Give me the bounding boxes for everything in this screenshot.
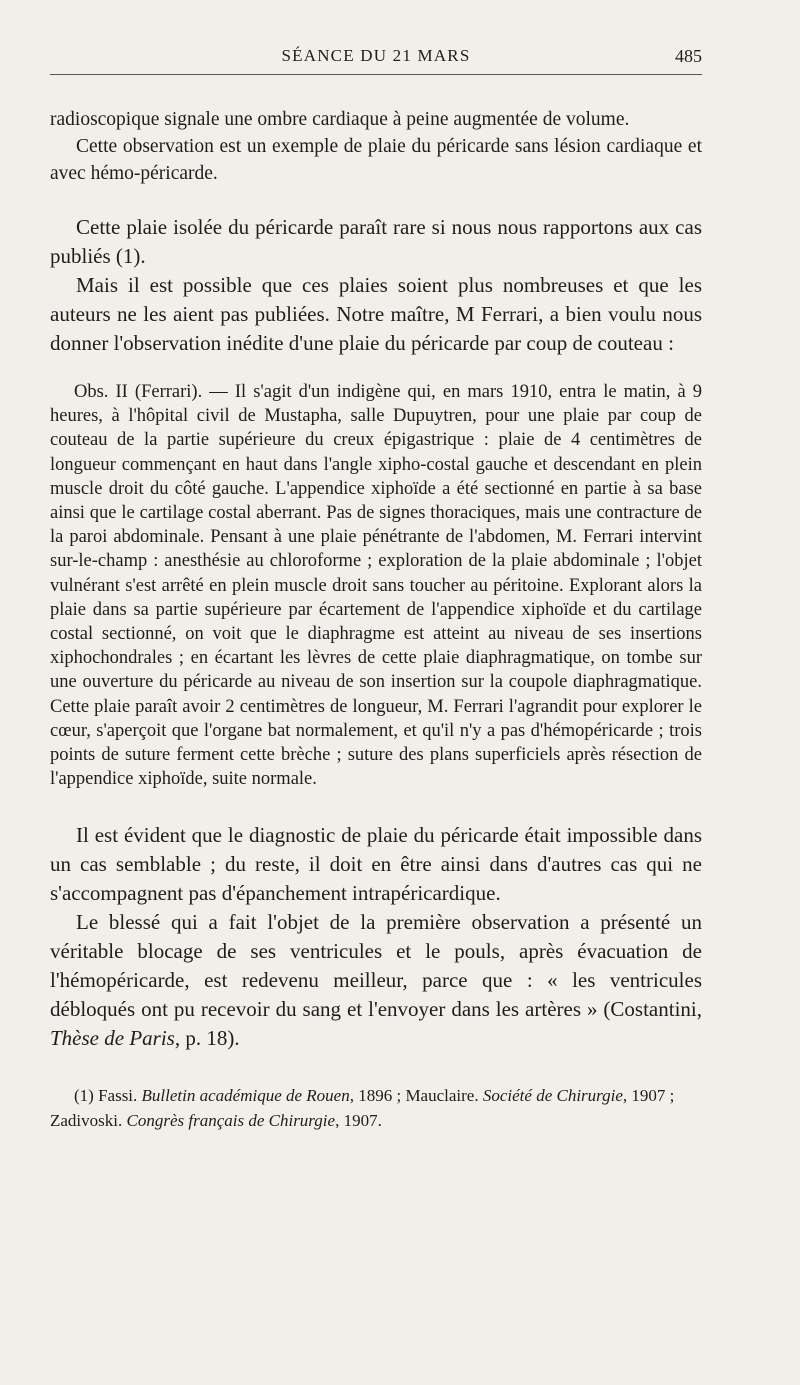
citation-title: Thèse de Paris bbox=[50, 1026, 175, 1051]
footnote-journal: Congrès français de Chirurgie bbox=[126, 1111, 336, 1131]
spacer bbox=[50, 791, 702, 821]
paragraph-observation-summary: Cette observation est un exemple de plaie du péricarde sans lésion cardiaque et avec hémo-péricarde. bbox=[50, 136, 702, 184]
footnote-part: , 1896 ; Mauclaire. bbox=[349, 1086, 483, 1106]
footnote-part: , 1907 ; Zadivoski. bbox=[50, 1086, 675, 1131]
observation-ii-case: Obs. II (Ferrari). — Il s'agit d'un indigène qui, en mars 1910, entra le matin, à 9 heures, à l'hôpital civil de Mustapha, salle Dupuytren, pour une plaie par coup de couteau de la partie supérieure du creux épigastrique : plaie de 4 centimètres de longueur commençant en haut dans l'angle xipho-costal gauche et descendant en plein muscle droit du côté gauche. L'appendice xiphoïde a été sectionné en partie à sa base ainsi que le cartilage costal aberrant. Pas de signes thoraciques, mais une contracture de la paroi abdominale. Pensant à une plaie pénétrante de l'abdomen, M. Ferrari intervint sur-le-champ : anesthésie au chloroforme ; exploration de la plaie abdominale ; l'objet vulnérant s'est arrêté en plein muscle droit sans toucher au péritoine. Explorant alors la plaie dans sa partie supérieure par écartement de l'appendice xiphoïde et du cartilage costal sectionné, on voit que le diaphragme est atteint au niveau de ses insertions xiphochondrales ; en écartant les lèvres de cette plaie diaphragmatique, on tombe sur une ouverture du péricarde au niveau de son insertion sur la coupole diaphragmatique. Cette plaie paraît avoir 2 centimètres de longueur, M. Ferrari l'agrandit pour explorer le cœur, s'aperçoit que l'organe bat normalement, et qu'il n'y a pas d'hémopéricarde ; trois points de suture ferment cette brèche ; suture des plans superficiels après résection de l'appendice xiphoïde, suite normale. bbox=[50, 382, 702, 790]
header-title: SÉANCE DU 21 MARS bbox=[281, 46, 471, 65]
running-header bbox=[50, 46, 702, 75]
footnote-journal: Société de Chirurgie bbox=[482, 1086, 623, 1106]
paragraph-text: Le blessé qui a fait l'objet de la première observation a présenté un véritable blocage de ses ventricules et le pouls, après évacuation de l'hémopéricarde, est redevenu meilleur, parce que : « les ventricules débloqués ont pu recevoir du sang et l'envoyer dans les artères » (Costantini, bbox=[50, 910, 702, 1022]
paragraph-rare-wound: Cette plaie isolée du péricarde paraît rare si nous nous rapportons aux cas publiés (1). bbox=[50, 215, 702, 268]
footnote bbox=[50, 1083, 702, 1133]
spacer bbox=[50, 1053, 702, 1083]
footnote-part: (1) Fassi. bbox=[74, 1086, 142, 1106]
paragraph-ventricle-blockage bbox=[50, 908, 702, 1053]
paragraph-ferrari-intro: Mais il est possible que ces plaies soient plus nombreuses et que les auteurs ne les aient pas publiées. Notre maître, M Ferrari, a bien voulu nous donner l'observation inédite d'une plaie du péricarde par coup de couteau : bbox=[50, 273, 702, 355]
page-body bbox=[50, 106, 702, 1133]
spacer bbox=[50, 358, 702, 380]
paragraph-text-end: , p. 18). bbox=[174, 1026, 240, 1051]
page-number: 485 bbox=[675, 46, 702, 66]
footnote-journal: Bulletin académique de Rouen bbox=[141, 1086, 350, 1106]
paragraph-continuation: radioscopique signale une ombre cardiaque à peine augmentée de volume. bbox=[50, 109, 630, 130]
footnote-part: , 1907. bbox=[335, 1111, 382, 1131]
spacer bbox=[50, 187, 702, 213]
paragraph-diagnosis: Il est évident que le diagnostic de plaie du péricarde était impossible dans un cas semblable ; du reste, il doit en être ainsi dans d'autres cas qui ne s'accompagnent pas d'épanchement intrapéricardique. bbox=[50, 823, 702, 906]
